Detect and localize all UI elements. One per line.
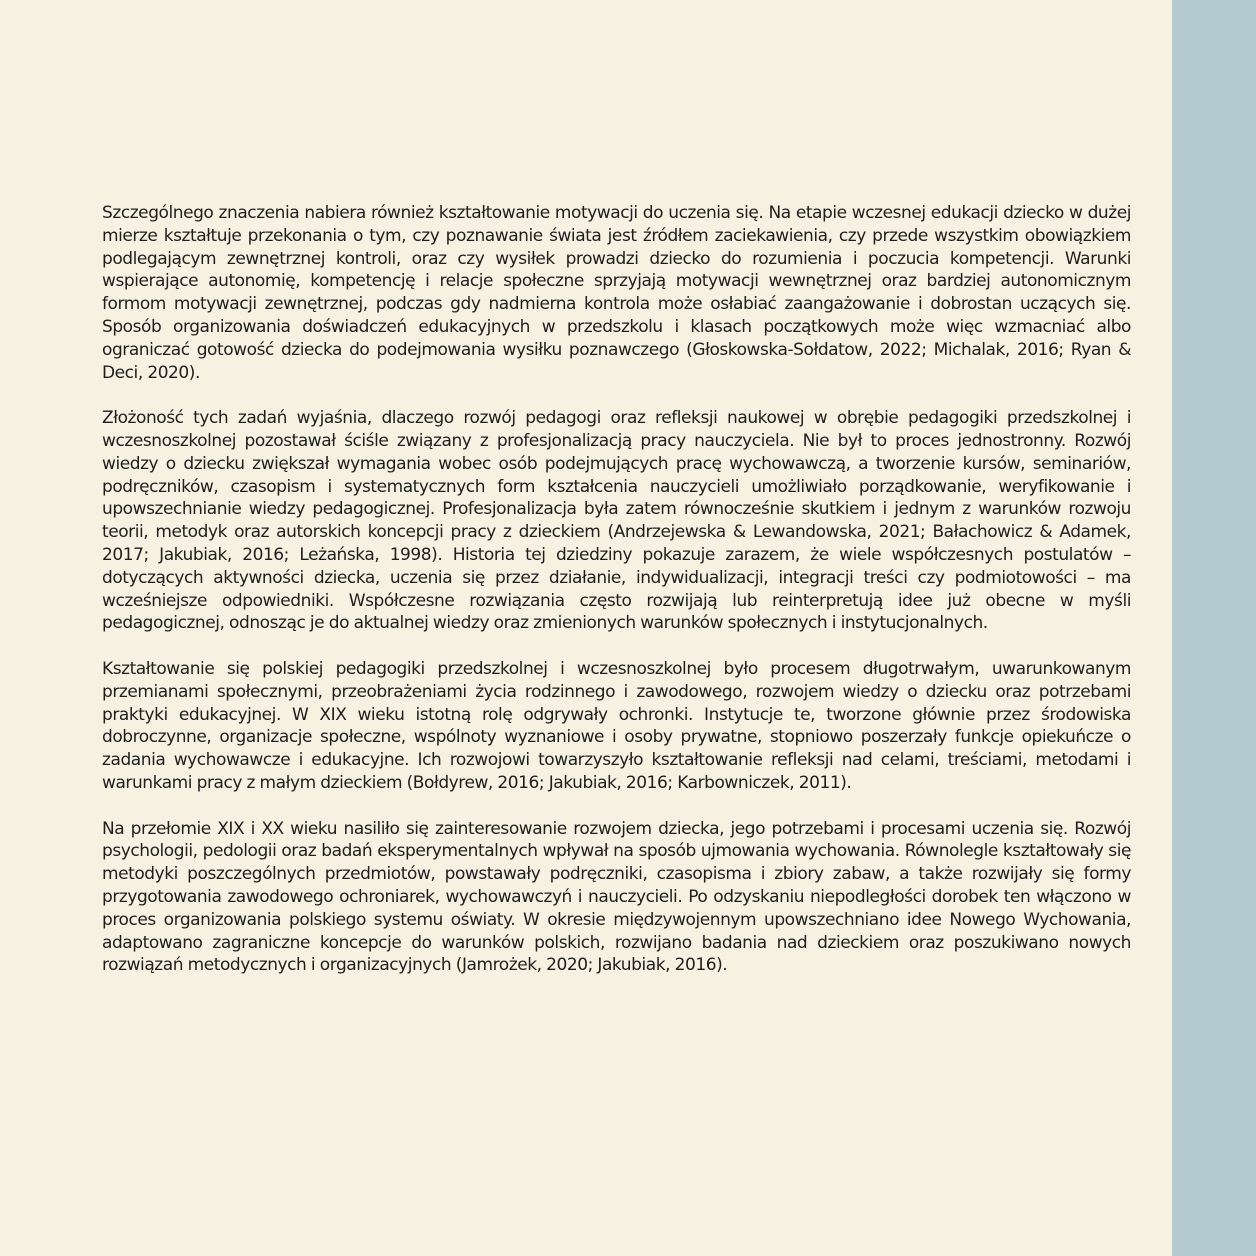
side-color-bar <box>1172 0 1256 1256</box>
paragraph-turn-of-century: Na przełomie XIX i XX wieku nasiliło się zainteresowanie rozwojem dziecka, jego potrzebami i procesami uczenia się. Rozwój psychologii, pedologii oraz badań eksperymentalnych wpływał na sposób ujmowania wychowania. Równolegle kształtowały się metodyki poszczególnych przedmiotów, powstawały podręczniki, czasopisma i zbiory zabaw, a także rozwijały się formy przygotowania zawodowego ochroniarek, wychowawczyń i nauczycieli. Po odzyskaniu niepodległości dorobek ten włączono w proces organizowania polskiego systemu oświaty. W okresie międzywojennym upowszechniano idee Nowego Wychowania, adaptowano zagraniczne koncepcje do warunków polskich, rozwijano badania nad dzieckiem oraz poszukiwano nowych rozwiązań metodycznych i organizacyjnych (Jamrożek, 2020; Jakubiak, 2016). <box>102 818 1131 976</box>
paragraph-motivation: Szczególnego znaczenia nabiera również kształtowanie motywacji do uczenia się. Na etapie wczesnej edukacji dziecko w dużej mierze kształtuje przekonania o tym, czy poznawanie świata jest źródłem zaciekawienia, czy przede wszystkim obowiązkiem podlegającym zewnętrznej kontroli, oraz czy wysiłek prowadzi dziecko do rozumienia i poczucia kompetencji. Warunki wspierające autonomię, kompetencję i relacje społeczne sprzyjają motywacji wewnętrznej oraz bardziej autonomicznym formom motywacji zewnętrznej, podczas gdy nadmierna kontrola może osłabiać zaangażowanie i dobrostan uczących się. Sposób organizowania doświadczeń edukacyjnych w przedszkolu i klasach początkowych może więc wzmacniać albo ograniczać gotowość dziecka do podejmowania wysiłku poznawczego (Głoskowska-Sołdatow, 2022; Michalak, 2016; Ryan & Deci, 2020). <box>102 203 1131 383</box>
body-text <box>102 202 1131 1000</box>
paragraph-history: Kształtowanie się polskiej pedagogiki przedszkolnej i wczesnoszkolnej było procesem długotrwałym, uwarunkowanym przemianami społecznymi, przeobrażeniami życia rodzinnego i zawodowego, rozwojem wiedzy o dziecku oraz potrzebami praktyki edukacyjnej. W XIX wieku istotną rolę odgrywały ochronki. Instytucje te, tworzone głównie przez środowiska dobroczynne, organizacje społeczne, wspólnoty wyznaniowe i osoby prywatne, stopniowo poszerzały funkcje opiekuńcze o zadania wychowawcze i edukacyjne. Ich rozwojowi towarzyszyło kształtowanie refleksji nad celami, treściami, metodami i warunkami pracy z małym dzieckiem (Bołdyrew, 2016; Jakubiak, 2016; Karbowniczek, 2011). <box>102 658 1131 793</box>
paragraph-professionalization: Złożoność tych zadań wyjaśnia, dlaczego rozwój pedagogi oraz refleksji naukowej w obrębie pedagogiki przedszkolnej i wczesnoszkolnej pozostawał ściśle związany z profesjonalizacją pracy nauczyciela. Nie był to proces jednostronny. Rozwój wiedzy o dziecku zwiększał wymagania wobec osób podejmujących pracę wychowawczą, a tworzenie kursów, seminariów, podręczników, czasopism i systematycznych form kształcenia nauczycieli umożliwiało porządkowanie, weryfikowanie i upowszechnianie wiedzy pedagogicznej. Profesjonalizacja była zatem równocześnie skutkiem i jednym z warunków rozwoju teorii, metodyk oraz autorskich koncepcji pracy z dzieckiem (Andrzejewska & Lewandowska, 2021; Bałachowicz & Adamek, 2017; Jakubiak, 2016; Leżańska, 1998). Historia tej dziedziny pokazuje zarazem, że wiele współczesnych postulatów – dotyczących aktywności dziecka, uczenia się przez działanie, indywidualizacji, integracji treści czy podmiotowości – ma wcześniejsze odpowiedniki. Współczesne rozwiązania często rozwijają lub reinterpretują idee już obecne w myśli pedagogicznej, odnosząc je do aktualnej wiedzy oraz zmienionych warunków społecznych i instytucjonalnych. <box>102 408 1131 634</box>
